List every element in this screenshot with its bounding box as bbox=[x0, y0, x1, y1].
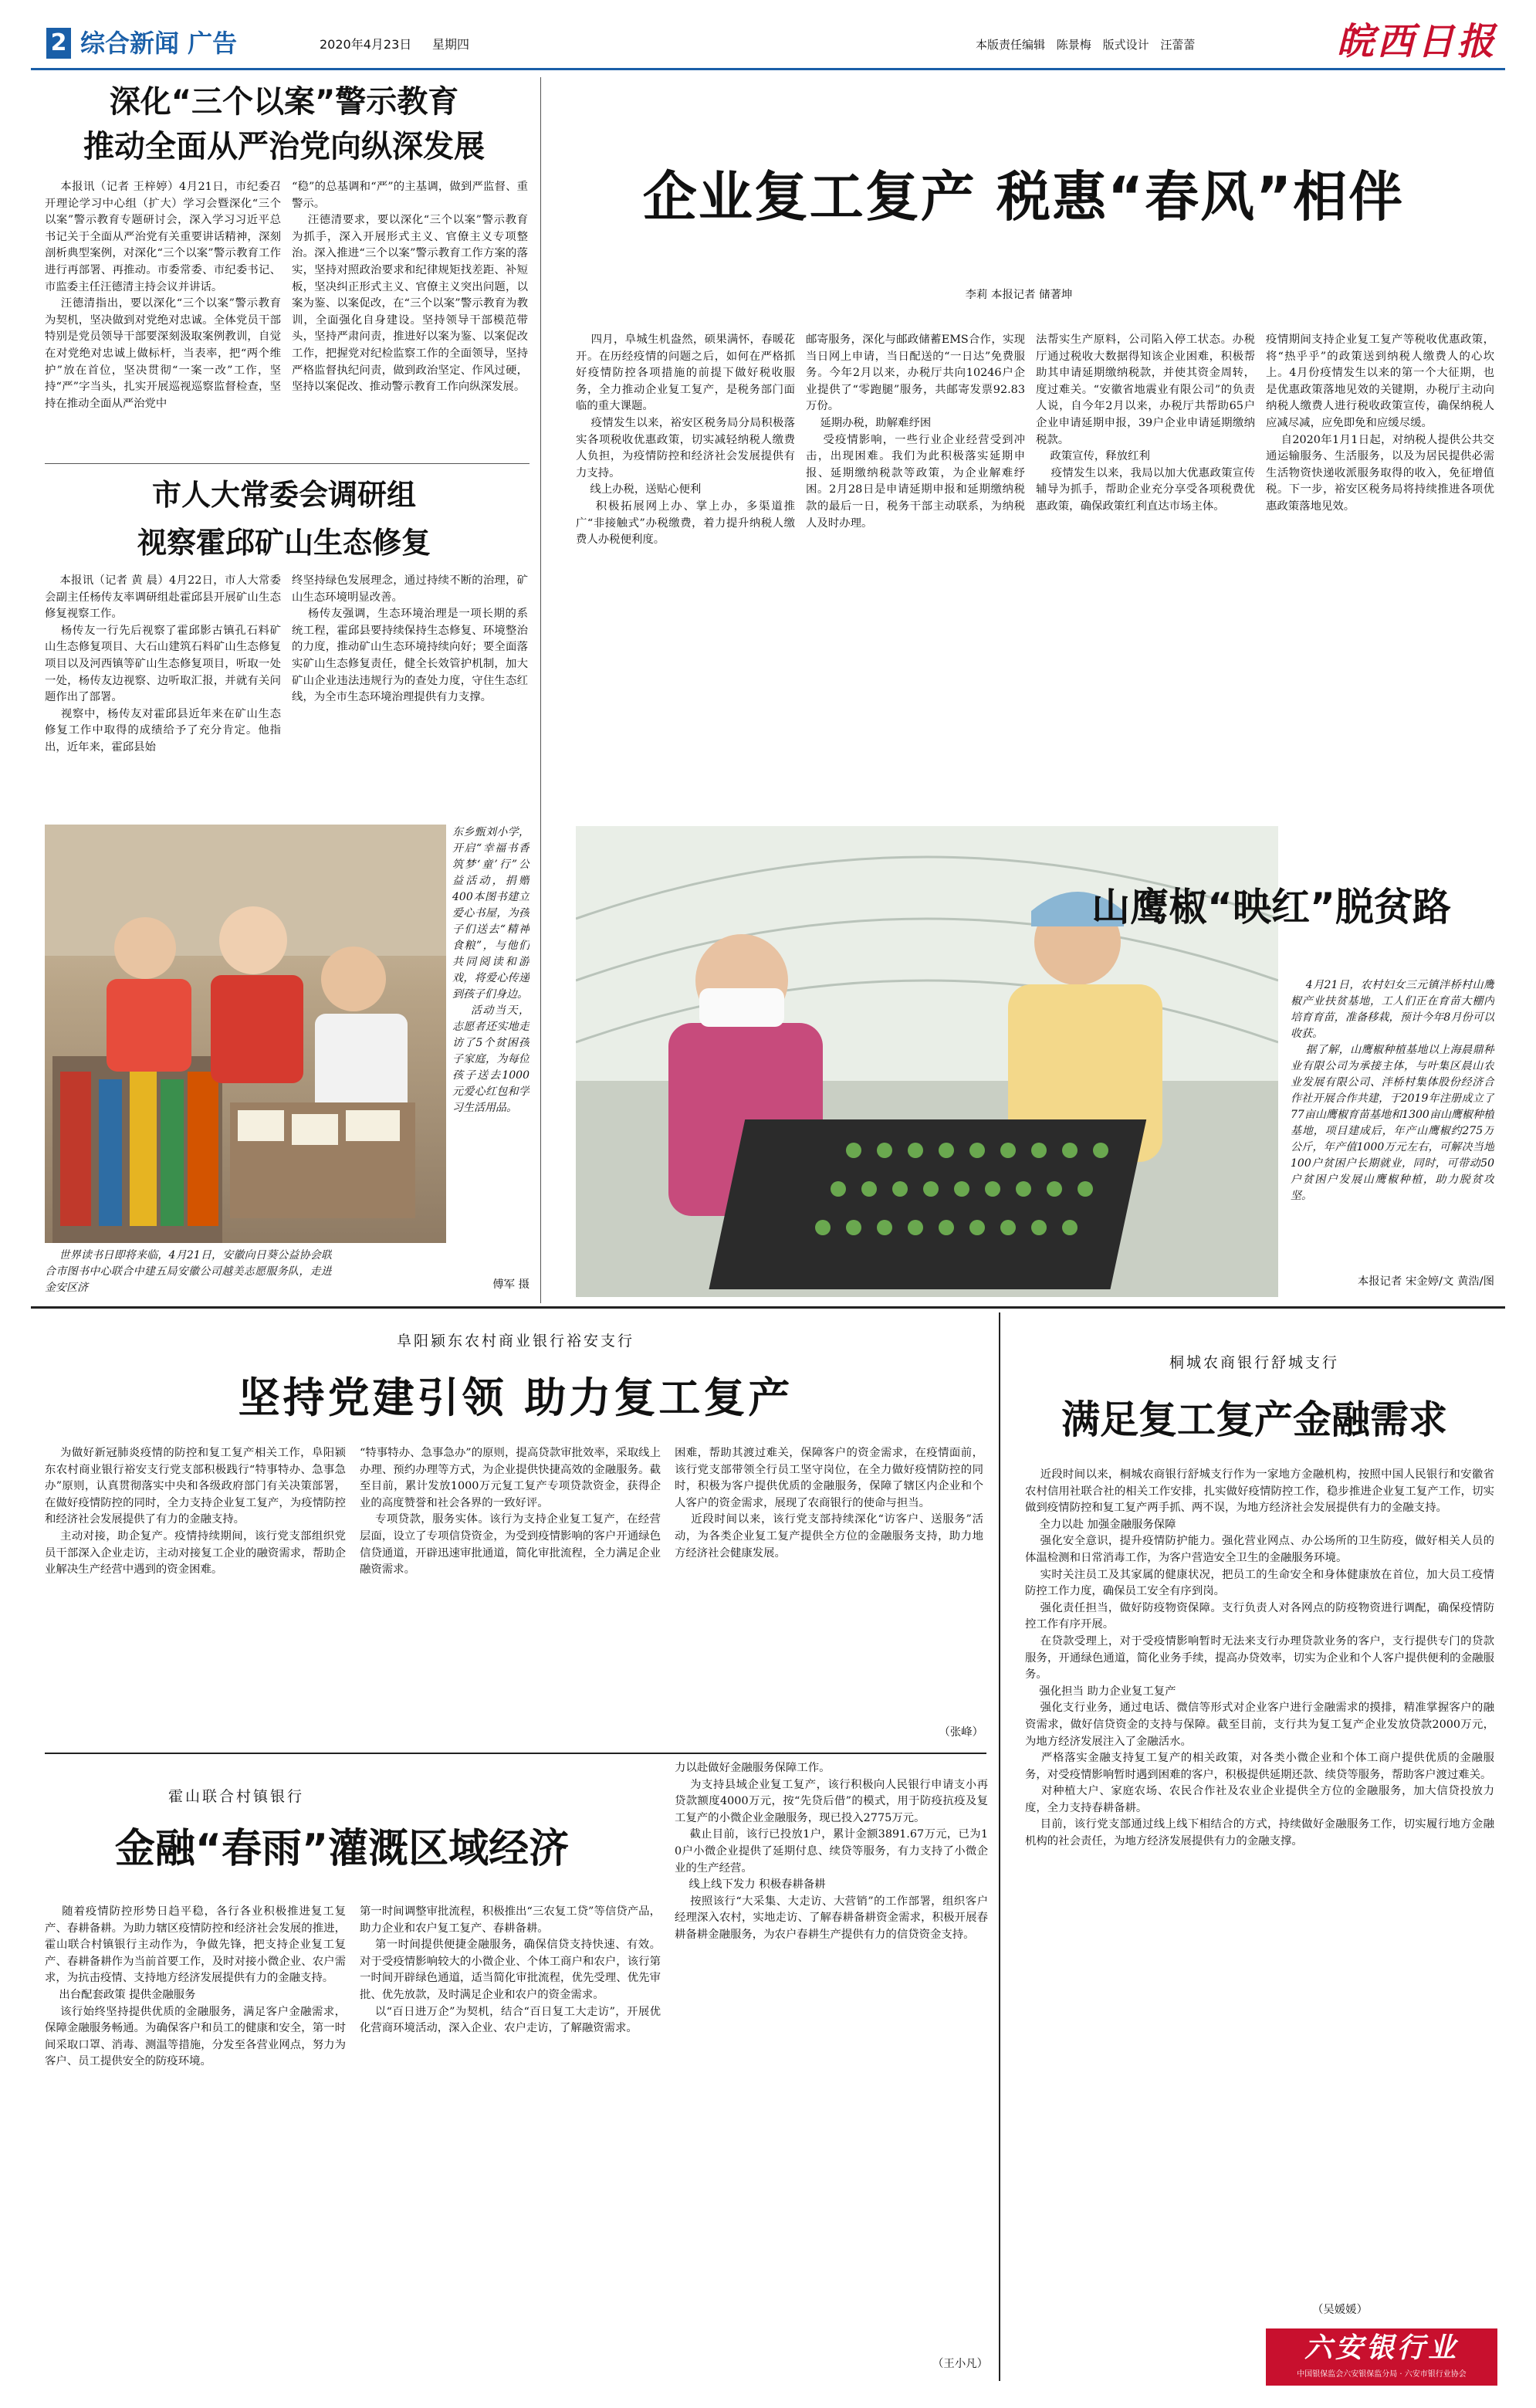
reading-photo-caption-side: 东乡甄刘小学，开启“幸福书香筑梦‘童’行”公益活动，捐赠400本图书建立爱心书屋，为孩子们送去“精神食粮”，与他们共同阅读和游戏，将爱心传递到孩子们身边。 活动当天，志愿者还实地走访了5个贫困孩子家庭，为每位孩子送去1000元爱心红包和学习生活用品。 bbox=[452, 826, 529, 1114]
ad3-col1: 随着疫情防控形势日趋平稳，各行各业积极推进复工复产、春耕备耕。为助力辖区疫情防控和经济社会发展的推进，霍山联合村镇银行主动作为，争做先锋，把支持企业复工复产、春耕备耕作为当前首要工作，及时对接小微企业、农户需求，为抗击疫情、支持地方经济发展提供有力的金融支持。 出台配套政策 提供金融服务 该行始终坚持提供优质的金融服务，满足客户金融需求，保障金融服务畅通。为确保客户和员工的健康和安全，第一时间采取口罩、消毒、测温等措施，分发至各营业网点，努力为客户、员工提供安全的防疫环境。 bbox=[45, 1905, 346, 2068]
editor-credits bbox=[976, 36, 1195, 54]
ad-section-rule bbox=[31, 1306, 1505, 1309]
article1-title-line1: 深化“三个以案”警示教育 bbox=[109, 84, 459, 120]
article4-title: 山鹰椒“映红”脱贫路 bbox=[1091, 885, 1451, 930]
page-number-badge: 2 bbox=[46, 28, 71, 59]
ad2-body: 近段时间以来，桐城农商银行舒城支行作为一家地方金融机构，按照中国人民银行和安徽省农村信用社联合社的相关工作安排，扎实做好疫情防控工作，稳步推进企业复工复产工作，切实做到疫情防控和复工复产两手抓、两不误，为地方经济社会发展提供有力的金融支持。 全力以赴 加强金融服务保障 强化安全意识，提升疫情防护能力。强化营业网点、办公场所的卫生防疫，做好相关人员的体温检测和日常消毒工作，为客户营造安全卫生的金融服务环境。 实时关注员工及其家属的健康状况，把员工的生命安全和身体健康放在首位，加大员工疫情防控工作力度，确保员工安全有序到岗。 强化责任担当，做好防疫物资保障。支行负责人对各网点的防疫物资进行调配，确保疫情防控工作有序开展。 在贷款受理上，对于受疫情影响暂时无法来支行办理贷款业务的客户，支行提供专门的贷款服务，开通绿色通道，简化业务手续，提高办贷效率，切实为企业和个人客户提供便利的金融服务。 强化担当 助力企业复工复产 强化支行业务，通过电话、微信等形式对企业客户进行金融需求的摸排，精准掌握客户的融资需求，做好信贷资金的支持与保障。截至目前，支行共为复工复产企业发放贷款2000万元，为地方经济发展注入了金融活水。 严格落实金融支持复工复产的相关政策，对各类小微企业和个体工商户提供优质的金融服务，对受疫情影响暂时遇到困难的客户，积极提供延期还款、续贷等服务，帮助客户渡过难关。 对种植大户、家庭农场、农民合作社及农业企业提供全方位的金融服务，加大信贷投放力度，全力支持春耕备耕。 目前，该行党支部通过线上线下相结合的方式，持续做好金融服务工作，切实履行地方金融机构的社会责任，为地方经济发展提供有力的金融支撑。 bbox=[1025, 1468, 1494, 1848]
article4-credit: 本报记者 宋金婷/文 黄浩/图 bbox=[1357, 1275, 1494, 1288]
article3-col4: 疫情期间支持企业复工复产等税收优惠政策，将“热乎乎”的政策送到纳税人缴费人的心坎上。4月份疫情发生以来的第一个大征期，也是优惠政策落地见效的关键期，办税厅主动向纳税人缴费人进行税收政策宣传，确保纳税人应减尽减，应免即免和应缓尽缓。 自2020年1月1日起，对纳税人提供公共交通运输服务、生活服务，以及为居民提供必需生活物资快递收派服务取得的收入，免征增值税。下一步，裕安区税务局将持续推进各项优惠政策落地见效。 bbox=[1266, 334, 1494, 513]
article2-col1: 本报讯（记者 黄 晨）4月22日，市人大常委会副主任杨传友率调研组赴霍邱县开展矿山生态修复视察工作。 杨传友一行先后视察了霍邱影古镇孔石料矿山生态修复项目、大石山建筑石料矿山生态修复项目以及河西镇等矿山生态修复项目，听取一处一处，杨传友边视察、边听取汇报，并就有关问题作出了部署。 视察中，杨传友对霍邱县近年来在矿山生态修复工作中取得的成绩给予了充分肯定。他指出，近年来，霍邱县始 bbox=[45, 574, 281, 754]
reading-photo-caption-bottom: 世界读书日即将来临，4月21日，安徽向日葵公益协会联合市图书中心联合中建五局安徽公司越美志愿服务队，走进金安区济 bbox=[45, 1249, 332, 1294]
upper-column-rule bbox=[540, 77, 541, 1303]
article1-divider bbox=[45, 463, 529, 464]
article3-title: 企业复工复产 税惠“春风”相伴 bbox=[642, 165, 1405, 229]
ad1-advertiser: 阜阳颍东农村商业银行裕安支行 bbox=[396, 1333, 634, 1350]
ad1-col3: 困难，帮助其渡过难关，保障客户的资金需求，在疫情面前，该行党支部带领全行员工坚守岗位，在全力做好疫情防控的同时，积极为客户提供优质的金融服务，保障了辖区内企业和个人客户的资金需求，展现了农商银行的使命与担当。 近段时间以来，该行党支部持续深化“访客户、送服务”活动，为各类企业复工复产提供全方位的金融服务支持，助力地方经济社会健康发展。 bbox=[675, 1447, 983, 1560]
paper-logo: 皖西日报 bbox=[1336, 20, 1497, 63]
designer-label: 版式设计 bbox=[1102, 38, 1149, 52]
ad2-signature: （吴媛媛） bbox=[1312, 2304, 1368, 2316]
ad2-title: 满足复工复产金融需求 bbox=[1061, 1397, 1447, 1442]
ad3-advertiser: 霍山联合村镇银行 bbox=[168, 1788, 305, 1805]
article1-col2: “稳”的总基调和“严”的主基调，做到严监督、重警示。 汪德清要求，要以深化“三个以案”警示教育为抓手，深入开展形式主义、官僚主义专项整治。深入推进“三个以案”警示教育工作方案的落实，坚持对照政治要求和纪律规矩找差距、补短板，坚决纠正形式主义、官僚主义突出问题，以案为鉴、以案促改，在“三个以案”警示教育为教训，全面强化自身建设。坚持领导干部模范带头，坚持严肃问责，推进好以案为鉴、以案促改工作，把握党对纪检监察工作的全面领导，坚持严格监督执纪问责，做到政治坚定、作风过硬，坚持以案促改、推动警示教育工作向纵深发展。 bbox=[292, 181, 528, 394]
banking-logo-subtitle: 中国银保监会六安银保监分局 · 六安市银行业协会 bbox=[1297, 2370, 1467, 2379]
reading-event-illustration bbox=[45, 825, 446, 1243]
issue-weekday: 星期四 bbox=[432, 37, 470, 52]
ad1-title: 坚持党建引领 助力复工复产 bbox=[238, 1373, 793, 1422]
article1-col1: 本报讯（记者 王梓婷）4月21日，市纪委召开理论学习中心组（扩大）学习会暨深化“三个以案”警示教育专题研讨会，深入学习习近平总书记关于全面从严治党有关重要讲话精神，深刻剖析典型案例，对深化“三个以案”警示教育工作进行再部署、再推动。市委常委、市纪委书记、市监委主任汪德清主持会议并讲话。 汪德清指出，要以深化“三个以案”警示教育为契机，坚决做到对党绝对忠诚。全体党员干部特别是党员领导干部要深刻汲取案例教训，自觉在对党绝对忠诚上做标杆，当表率，把“两个维护”放在首位，坚决贯彻“一案一改”工作，坚持“严”字当头，扎实开展巡视巡察监督检查，坚持在推动全面从严治党中 bbox=[45, 181, 281, 410]
article1-title-line2: 推动全面从严治党向纵深发展 bbox=[83, 129, 485, 164]
reading-event-photo bbox=[45, 825, 446, 1243]
ad3-title: 金融“春雨”灌溉区域经济 bbox=[114, 1826, 570, 1872]
article3-byline: 李莉 本报记者 储著坤 bbox=[965, 289, 1073, 301]
article3-col1: 四月，阜城生机盎然，硕果满怀，春暖花开。在历经疫情的问题之后，如何在严格抓好疫情防控各项措施的前提下做好税收服务，全力推动企业复工复产，是税务部门面临的重大课题。 疫情发生以来，裕安区税务局分局积极落实各项税收优惠政策，切实减轻纳税人缴费人负担，为疫情防控和经济社会发展提供有力支持。 线上办税，送贴心便利 积极拓展网上办、掌上办，多渠道推广“非接触式”办税缴费，着力提升纳税人缴费人办税便利度。 bbox=[576, 334, 795, 547]
ad-column-rule bbox=[999, 1312, 1000, 2381]
masthead-rule bbox=[31, 68, 1505, 70]
article2-title-line1: 市人大常委会调研组 bbox=[151, 478, 416, 512]
ad1-col1: 为做好新冠肺炎疫情的防控和复工复产相关工作，阜阳颍东农村商业银行裕安支行党支部积极践行“特事特办、急事急办”原则，认真贯彻落实中央和各级政府部门有关决策部署，在做好疫情防控的同时，全力支持企业复工复产，为疫情防控和经济社会发展提供了有力的金融支持。 主动对接，助企复产。疫情持续期间，该行党支部组织党员干部深入企业走访，主动对接复工企业的融资需求，帮助企业解决生产经营中遇到的资金困难。 bbox=[45, 1447, 346, 1577]
ad3-col2: 第一时间调整审批流程，积极推出“三农复工贷”等信贷产品，助力企业和农户复工复产、春耕备耕。 第一时间提供便捷金融服务，确保信贷支持快速、有效。对于受疫情影响较大的小微企业、个体工商户和农户，该行第一时间开辟绿色通道，适当简化审批流程，优先受理、优先审批、优先放款，及时满足企业和农户的资金需求。 以“百日进万企”为契机，结合“百日复工大走访”，开展优化营商环境活动，深入企业、农户走访，了解融资需求。 bbox=[360, 1905, 661, 2035]
designer-name: 汪蕾蕾 bbox=[1160, 38, 1196, 52]
article3-col3: 法帮实生产原料，公司陷入停工状态。办税厅通过税收大数据得知该企业困难，积极帮助其申请延期缴纳税款，并使其资金周转，度过难关。“安徽省地震业有限公司”的负责人说，自今年2月以来，办税厅共帮助65户企业申请延期申报，39户企业申请延期缴纳税款。 政策宣传，释放红利 疫情发生以来，我局以加大优惠政策宣传辅导为抓手，帮助企业充分享受各项税费优惠政策，确保政策红利直达市场主体。 bbox=[1036, 334, 1255, 513]
ad1-bottom-rule bbox=[45, 1753, 986, 1754]
ad3-col3: 力以赴做好金融服务保障工作。 为支持县域企业复工复产，该行积极向人民银行申请支小再贷款额度4000万元，按“先贷后借”的模式，用于防疫抗疫及复工复产的小微企业金融服务，现已投入2775万元。 截止目前，该行已投放1户，累计金额3891.67万元，已为10户小微企业提供了延期付息、续贷等服务，有力支持了小微企业的生产经营。 线上线下发力 积极春耕备耕 按照该行“大采集、大走访、大营销”的工作部署，组织客户经理深入农村，实地走访、了解春耕备耕资金需求，积极开展春耕备耕金融服务，为农户春耕生产提供有力的信贷资金支持。 bbox=[675, 1762, 988, 1941]
editor-name: 陈景梅 bbox=[1056, 38, 1091, 52]
section-title: 综合新闻 广告 bbox=[80, 29, 238, 58]
masthead bbox=[0, 0, 1536, 69]
article3-col2: 邮寄服务，深化与邮政储蓄EMS合作，实现当日网上申请，当日配送的“一日达”免费服务。今年2月以来，办税厅共向10246户企业提供了“零跑腿”服务，共邮寄发票92.83万份。 延期办税，助解难纾困 受疫情影响，一些行业企业经营受到冲击，出现困难。我们为此积极落实延期申报、延期缴纳税款等政策，为企业解难纾困。2月28日是申请延期申报和延期缴纳税款的最后一日，税务干部主动联系，为纳税人及时办理。 bbox=[806, 334, 1025, 530]
banking-association-logo bbox=[1266, 2328, 1497, 2386]
ad1-col2: “特事特办、急事急办”的原则，提高贷款审批效率，采取线上办理、预约办理等方式，为企业提供快捷高效的金融服务。截至目前，累计发放1000万元复工复产专项贷款资金，获得企业的高度赞誉和社会各界的一致好评。 专项贷款，服务实体。该行为支持企业复工复产，在经营层面，设立了专项信贷资金，为受到疫情影响的客户开通绿色信贷通道，开辟迅速审批通道，简化审批流程，全力满足企业融资需求。 bbox=[360, 1447, 661, 1577]
banking-logo-text: 六安银行业 bbox=[1304, 2332, 1459, 2364]
ad3-signature: （王小凡） bbox=[932, 2358, 988, 2370]
article2-title-line2: 视察霍邱矿山生态修复 bbox=[137, 526, 431, 560]
article4-caption: 4月21日，农村妇女三元镇泮桥村山鹰椒产业扶贫基地，工人们正在育苗大棚内培育育苗，准备移栽，预计今年8月份可以收获。 据了解，山鹰椒种植基地以上海晨鼎种业有限公司为承接主体，与叶集区晨山农业发展有限公司、泮桥村集体股份经济合作社开展合作共建，于2019年注册成立了77亩山鹰椒育苗基地和1300亩山鹰椒种植基地，项目建成后，年产山鹰椒约275万公斤，年产值1000万元左右，可解决当地100户贫困户长期就业，同时，可带动50户贫困户发展山鹰椒种植，助力脱贫攻坚。 bbox=[1291, 979, 1494, 1202]
reading-photo-credit: 傅军 摄 bbox=[492, 1279, 529, 1291]
ad2-advertiser: 桐城农商银行舒城支行 bbox=[1169, 1354, 1339, 1371]
article2-col2: 终坚持绿色发展理念，通过持续不断的治理，矿山生态环境明显改善。 杨传友强调，生态环境治理是一项长期的系统工程，霍邱县要持续保持生态修复、环境整治的力度，推动矿山生态环境持续向好；要全面落实矿山生态修复责任，健全长效管护机制，加大矿山企业违法违规行为的查处力度，守住生态红线，为全市生态环境治理提供有力支撑。 bbox=[292, 574, 528, 704]
ad1-signature: （张峰） bbox=[939, 1726, 983, 1739]
issue-date: 2020年4月23日 bbox=[320, 37, 412, 52]
editor-label: 本版责任编辑 bbox=[976, 38, 1046, 52]
